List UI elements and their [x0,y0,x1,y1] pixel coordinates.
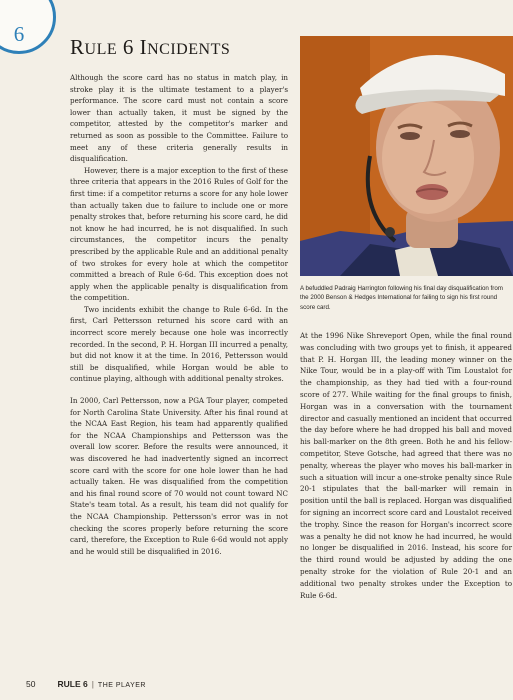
page-footer [26,679,146,689]
right-column [300,330,512,601]
footer-section-label: THE PLAYER [97,682,146,689]
photo-caption: A befuddled Padraig Harrington following his final day disqualification from the 2000 Benson & Hedges International for failing to sign his first round score card. [300,285,503,311]
golfer-illustration [300,36,513,276]
paragraph-horgan: At the 1996 Nike Shreveport Open, while the final round was concluding with two groups yet to finish, it appeared that P. H. Horgan III, the leading money winner on the Nike Tour, would be in a play-off with Tim Loustalot for the championship, as they had tied with a four-round score of 277. While waiting for the final groups to finish, Horgan was in a conversation with the tournament director and casually mentioned an incident that occurred the day before where he had dropped his ball and moved his ball-marker on the 8th green. Both he and his fellow-competitor, Steve Gotsche, had agreed that there was no penalty, whereas the player who moves his ball-marker in such a situation will incur a one-stroke penalty since Rule 20-1 stipulates that the ball-marker will remain in position until the ball is replaced. Horgan was disqualified for signing an incorrect score card and Loustalot received the trophy. Since the reason for Horgan's incorrect score was a penalty he did not know he had incurred, he would no longer be disqualified in 2016. Instead, his score for the third round would be adjusted by adding the one penalty stroke for the violation of Rule 20-1 and an additional two penalty strokes under the Exception to Rule 6-6d. [300,331,512,600]
paragraph-pettersson: In 2000, Carl Pettersson, now a PGA Tour player, competed for North Carolina State University. After his final round at the NCAA East Region, his team had apparently qualified for the NCAA Championships and Pettersson was the overall low scorer. Before the results were announced, it was discovered he had inadvertently signed an incorrect score card with the score for one hole lower than he had actually taken. He was disqualified from the competition and his final round score of 70 would not count toward NC State's team total. As a result, his team did not qualify for the NCAA Championship. Pettersson's error was in not checking the scores properly before returning the score card, therefore, the Exception to Rule 6-6d would not apply and he would still be disqualified in 2016. [70,396,288,556]
footer-rule-label: RULE 6 [57,679,88,689]
title-initial: R [70,35,85,59]
paragraph-intro: Although the score card has no status in match play, in stroke play it is the ultimate testament to a player's performance. The score card must not contain a score lower than actually taken, it must be signed by the competitor, attested by the competitor's marker and returned as soon as possible to the Committee. Failure to meet any of these criteria generally results in disqualification. [70,73,288,164]
paragraph-exception: However, there is a major exception to the first of these three criteria that appears in the 2016 Rules of Golf for the first time: if a competitor returns a score for any hole lower than actually taken due to failure to include one or more penalty strokes that, before returning his score card, he did not know he had incurred, he is not disqualified. In such circumstances, the competitor incurs the penalty prescribed by the applicable Rule and an additional penalty of two strokes for every hole at which the competitor committed a breach of Rule 6-6d. This exception does not apply when the applicable penalty is disqualification from the competition. [70,165,288,303]
title-number: 6 I [117,35,148,59]
left-column [70,72,288,557]
page-number: 50 [26,679,36,689]
harrington-photo [300,36,513,276]
footer-separator: | [91,679,94,689]
title-small-caps-1: ULE [84,41,118,58]
chapter-number: 6 [13,22,25,46]
paragraph-incidents: Two incidents exhibit the change to Rule 6-6d. In the first, Carl Pettersson returned his score card with an incorrect score merely because one hole was incorrectly recorded. In the second, P. H. Horgan III incurred a penalty, but did not know it at the time. In 2016, Pettersson would still be disqualified, while Horgan would be able to continue playing, although with additional penalty strokes. [70,304,288,384]
title-small-caps-2: NCIDENTS [147,41,231,58]
page-title [70,35,230,60]
